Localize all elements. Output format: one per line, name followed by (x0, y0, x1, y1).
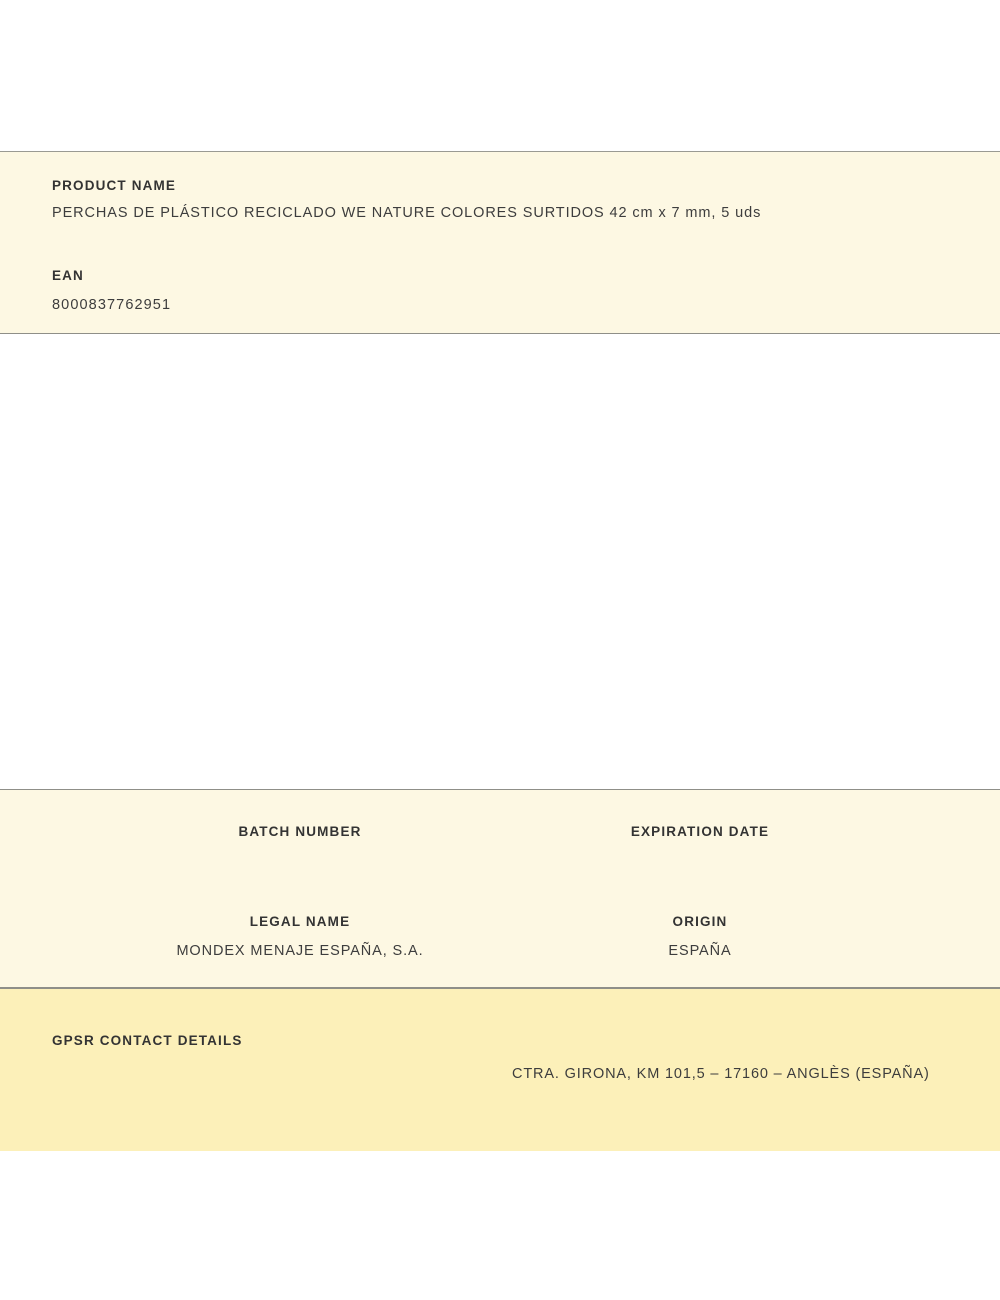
legal-name-value: MONDEX MENAJE ESPAÑA, S.A. (176, 943, 424, 959)
origin-label: ORIGIN (672, 914, 728, 929)
footer-blank-area (0, 1151, 1000, 1300)
origin-value: ESPAÑA (668, 943, 732, 959)
legal-name-label: LEGAL NAME (249, 914, 351, 929)
product-header-band (0, 151, 1000, 334)
blank-content-area (0, 334, 1000, 789)
product-name-label: PRODUCT NAME (52, 178, 177, 193)
ean-value: 8000837762951 (52, 297, 172, 313)
ean-label: EAN (52, 268, 84, 283)
product-name-value: PERCHAS DE PLÁSTICO RECICLADO WE NATURE COLORES SURTIDOS 42 cm x 7 mm, 5 uds (52, 205, 762, 221)
gpsr-contact-value: CTRA. GIRONA, KM 101,5 – 17160 – ANGLÈS (ESPAÑA) (512, 1066, 930, 1082)
gpsr-contact-label: GPSR CONTACT DETAILS (52, 1033, 243, 1048)
gpsr-contact-band (0, 988, 1000, 1151)
batch-number-label: BATCH NUMBER (238, 824, 362, 839)
expiration-date-label: EXPIRATION DATE (630, 824, 770, 839)
batch-legal-band (0, 789, 1000, 988)
